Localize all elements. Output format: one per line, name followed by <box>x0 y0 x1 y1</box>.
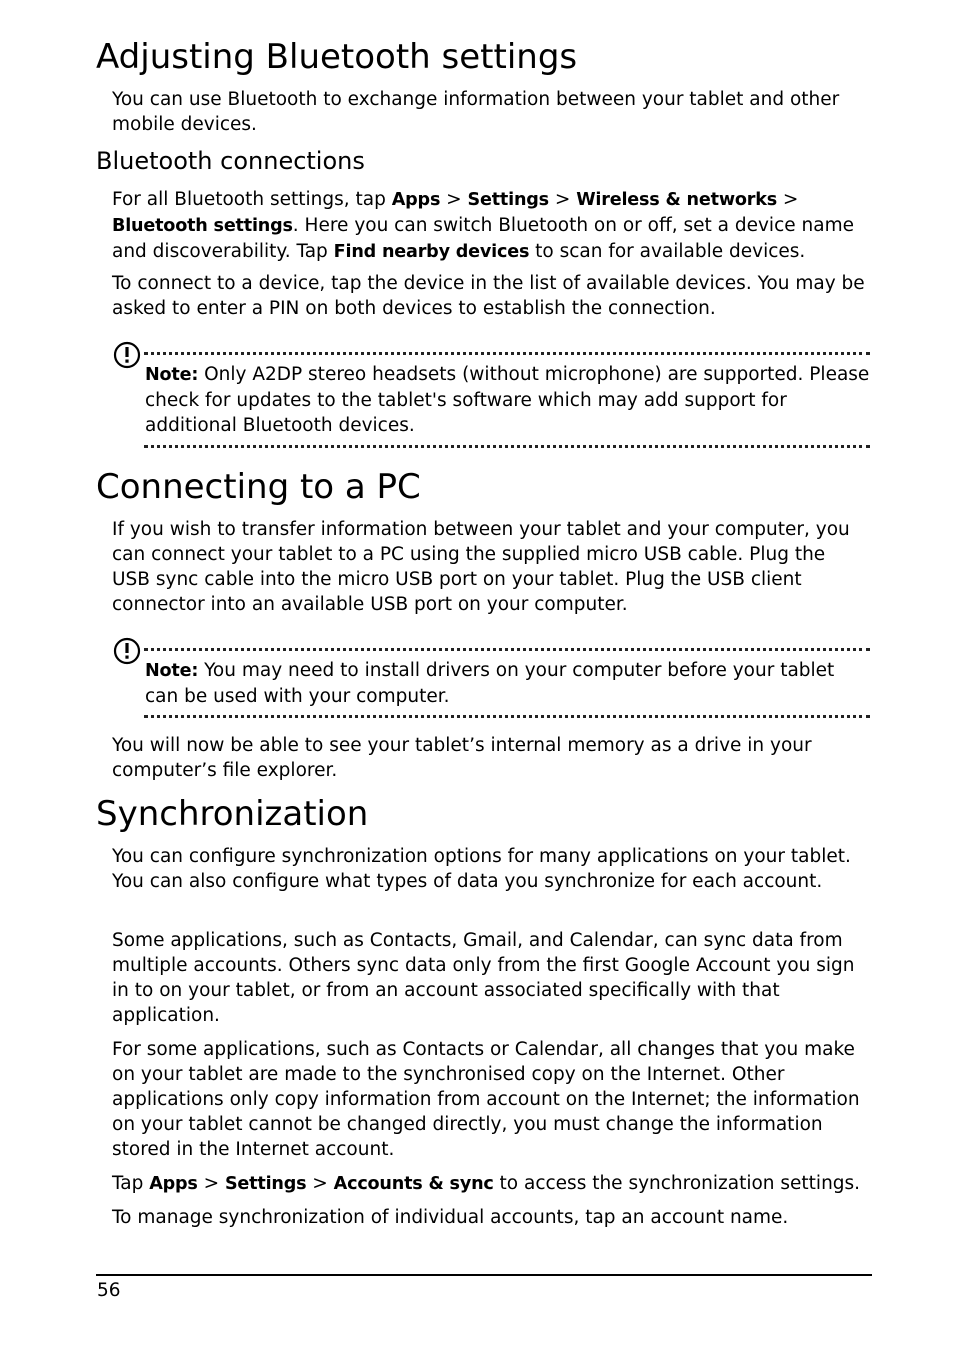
sync-paragraph-2: Some applications, such as Contacts, Gmail, and Calendar, can sync data from multiple accounts. Others sync data only from the first Google Account you sign in to on your tablet, or from an account associated specifically with that application. <box>112 930 855 1026</box>
menu-path-bluetooth-settings: Bluetooth settings <box>112 216 293 236</box>
menu-path-settings: Settings <box>467 190 549 210</box>
pc-intro-paragraph: If you wish to transfer information between your tablet and your computer, you can connect your tablet to a PC using the supplied micro USB cable. Plug the USB sync cable into the micro USB port on your tablet. Plug the USB client connector into an available USB port on your computer. <box>112 519 850 615</box>
note-bottom-divider <box>144 445 870 448</box>
note-box-bluetooth <box>112 340 870 452</box>
note-box-pc <box>112 636 870 724</box>
note-text-bluetooth: Note: Only A2DP stereo headsets (without microphone) are supported. Please check for updates to the tablet's software which may add support for additional Bluetooth devices. <box>145 364 870 436</box>
exclamation-circle-icon <box>112 636 142 666</box>
note-label: Note: <box>145 661 199 681</box>
menu-find-nearby-devices: Find nearby devices <box>333 242 530 262</box>
note-top-divider <box>144 352 870 355</box>
section-title-connecting-pc: Connecting to a PC <box>96 467 421 507</box>
note-bottom-divider <box>144 715 870 718</box>
page-number: 56 <box>97 1280 121 1301</box>
note-text-pc: Note: You may need to install drivers on your computer before your tablet can be used with your computer. <box>145 660 835 707</box>
menu-path-apps: Apps <box>391 190 441 210</box>
section-title-synchronization: Synchronization <box>96 794 369 834</box>
note-label: Note: <box>145 365 199 385</box>
bluetooth-connect-paragraph: To connect to a device, tap the device in the list of available devices. You may be asked to enter a PIN on both devices to establish the connection. <box>112 273 865 319</box>
menu-path-settings: Settings <box>224 1174 307 1194</box>
exclamation-circle-icon <box>112 340 142 370</box>
menu-path-apps: Apps <box>149 1174 198 1194</box>
sync-paragraph-1: You can configure synchronization options for many applications on your tablet. You can also configure what types of data you synchronize for each account. <box>112 846 851 892</box>
note-top-divider <box>144 648 870 651</box>
sync-paragraph-3: For some applications, such as Contacts or Calendar, all changes that you make on your tablet are made to the synchronised copy on the Internet. Other applications only copy information from account on the Internet; the information on your tablet cannot be changed directly, you must change the information stored in the Internet account. <box>112 1039 860 1160</box>
menu-path-accounts-sync: Accounts & sync <box>333 1174 494 1194</box>
pc-memory-paragraph: You will now be able to see your tablet’s internal memory as a drive in your computer’s file explorer. <box>112 735 812 781</box>
footer-rule <box>96 1274 872 1276</box>
sync-paragraph-4: Tap Apps > Settings > Accounts & sync to access the synchronization settings. <box>112 1173 861 1194</box>
menu-path-wireless: Wireless & networks <box>576 190 778 210</box>
bluetooth-settings-paragraph: For all Bluetooth settings, tap Apps > Settings > Wireless & networks > Bluetooth settings. Here you can switch Bluetooth on or off, set a device name and discoverability. Tap Find nearby devices to scan for available devices. <box>112 189 854 262</box>
sync-paragraph-5: To manage synchronization of individual accounts, tap an account name. <box>112 1207 789 1228</box>
section-title-bluetooth: Adjusting Bluetooth settings <box>96 37 578 77</box>
bluetooth-intro: You can use Bluetooth to exchange information between your tablet and other mobile devices. <box>112 89 840 135</box>
subsection-title-bluetooth-connections: Bluetooth connections <box>96 147 365 175</box>
